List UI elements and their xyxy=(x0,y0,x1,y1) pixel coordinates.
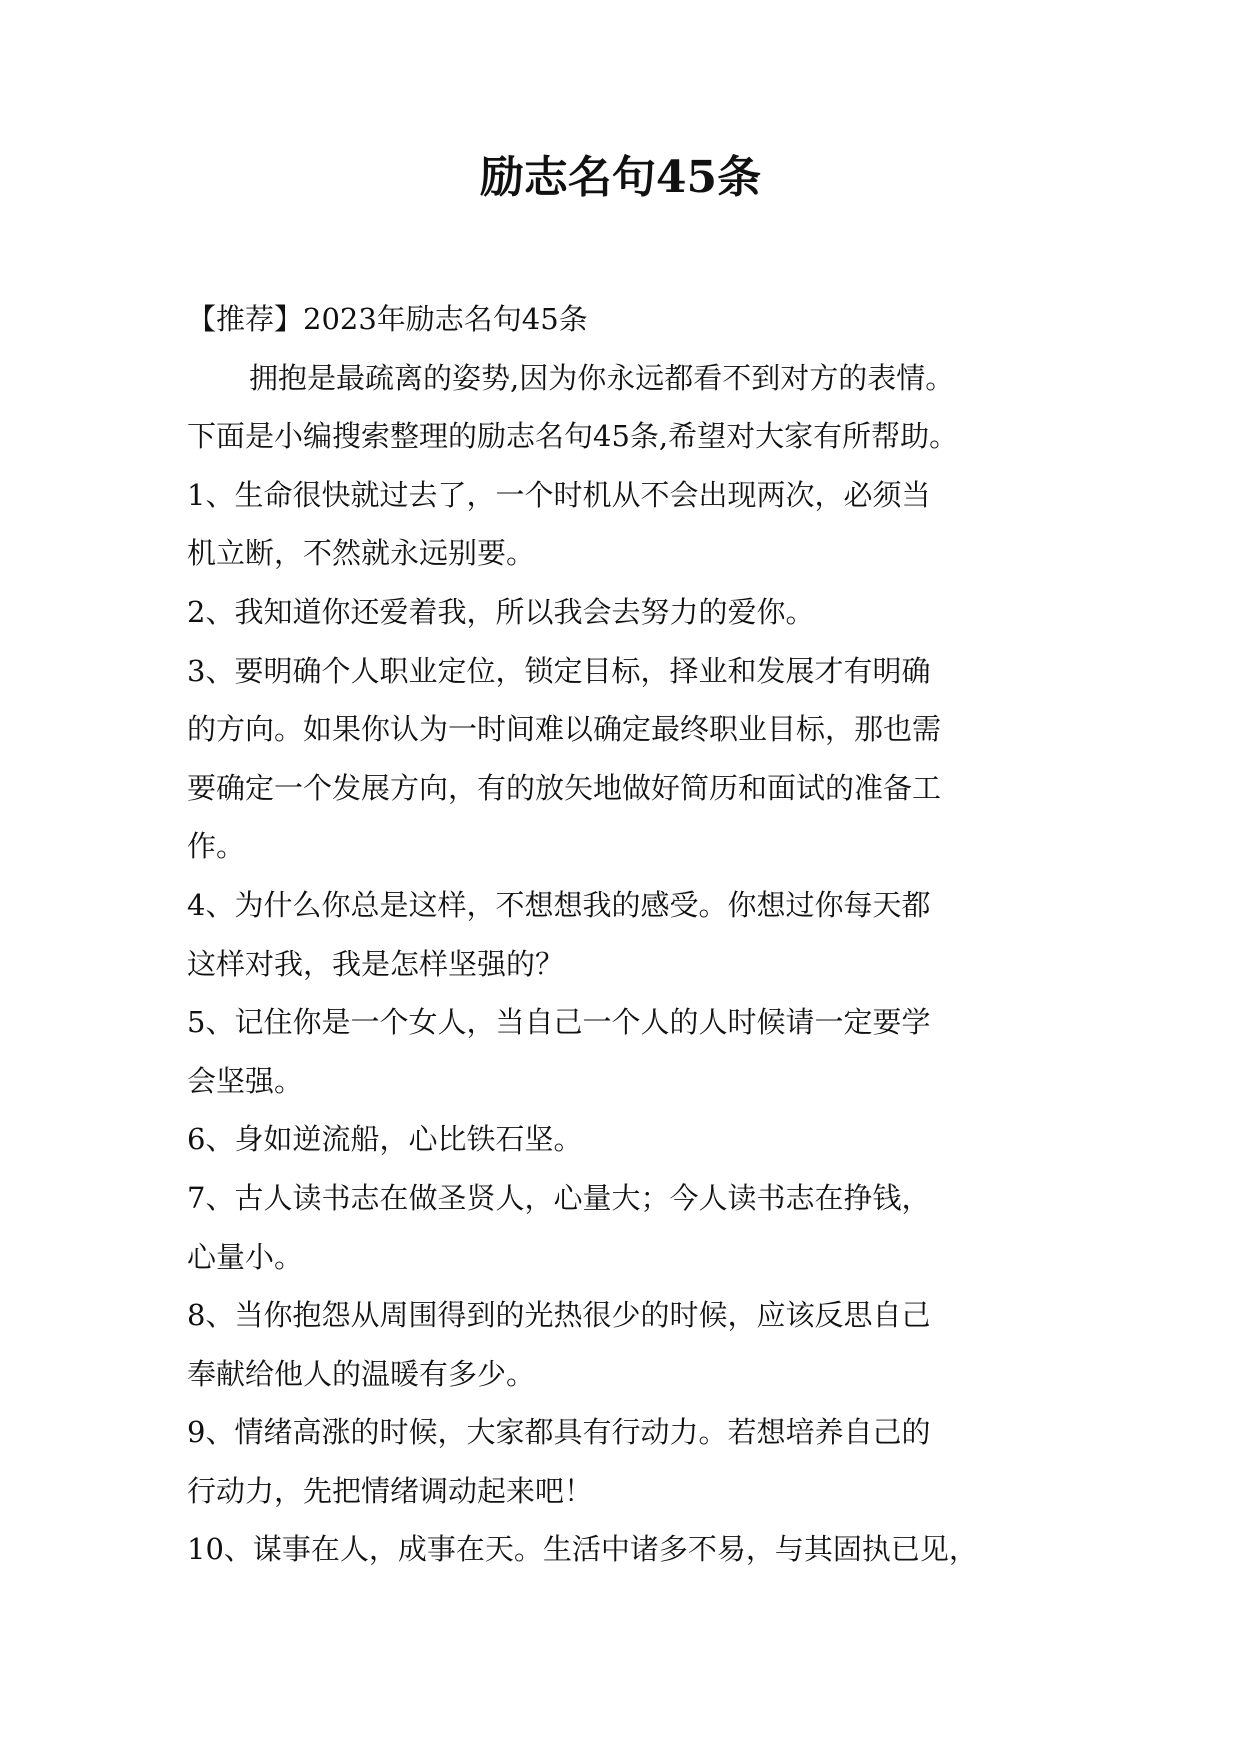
quote-item-3 xyxy=(187,642,1057,876)
document-subtitle: 【推荐】2023年励志名句45条 xyxy=(187,302,588,336)
quote-item-9 xyxy=(187,1403,1057,1520)
quote-item-6 xyxy=(187,1110,1057,1169)
intro-line: 拥抱是最疏离的姿势,因为你永远都看不到对方的表情。 xyxy=(249,360,955,395)
quote-line: 5、记住你是一个女人，当自己一个人的人时候请一定要学 xyxy=(187,1005,931,1040)
quote-line: 奉献给他人的温暖有多少。 xyxy=(187,1356,536,1391)
quote-line: 6、身如逆流船，心比铁石坚。 xyxy=(187,1122,583,1157)
quote-line: 4、为什么你总是这样，不想想我的感受。你想过你每天都 xyxy=(187,887,931,922)
quote-line: 9、情绪高涨的时候，大家都具有行动力。若想培养自己的 xyxy=(187,1415,931,1450)
quote-line: 2、我知道你还爱着我，所以我会去努力的爱你。 xyxy=(187,594,815,629)
quote-item-1 xyxy=(187,466,1057,583)
quote-line: 心量小。 xyxy=(187,1239,304,1274)
quote-line: 3、要明确个人职业定位，锁定目标，择业和发展才有明确 xyxy=(187,653,931,688)
quote-line: 会坚强。 xyxy=(187,1063,304,1098)
document-body xyxy=(187,290,1057,1579)
quote-line: 作。 xyxy=(187,829,246,864)
quote-item-2 xyxy=(187,583,1057,642)
quote-item-5 xyxy=(187,993,1057,1110)
quote-line: 的方向。如果你认为一时间难以确定最终职业目标，那也需 xyxy=(187,712,942,747)
quote-item-10 xyxy=(187,1520,1057,1579)
quote-item-4 xyxy=(187,876,1057,993)
quote-line: 要确定一个发展方向，有的放矢地做好简历和面试的准备工 xyxy=(187,770,942,805)
quote-line: 10、谋事在人，成事在天。生活中诸多不易，与其固执已见， xyxy=(187,1532,978,1567)
quote-line: 8、当你抱怨从周围得到的光热很少的时候，应该反思自己 xyxy=(187,1298,931,1333)
intro-line: 下面是小编搜索整理的励志名句45条,希望对大家有所帮助。 xyxy=(187,419,959,454)
quote-line: 7、古人读书志在做圣贤人，心量大；今人读书志在挣钱， xyxy=(187,1180,931,1215)
quote-item-7 xyxy=(187,1169,1057,1286)
quote-line: 机立断，不然就永远别要。 xyxy=(187,536,536,571)
quote-line: 1、生命很快就过去了，一个时机从不会出现两次，必须当 xyxy=(187,477,931,512)
quote-line: 这样对我，我是怎样坚强的？ xyxy=(187,946,565,981)
quote-line: 行动力，先把情绪调动起来吧！ xyxy=(187,1473,594,1508)
quote-item-8 xyxy=(187,1286,1057,1403)
document-title: 励志名句45条 xyxy=(479,152,762,203)
